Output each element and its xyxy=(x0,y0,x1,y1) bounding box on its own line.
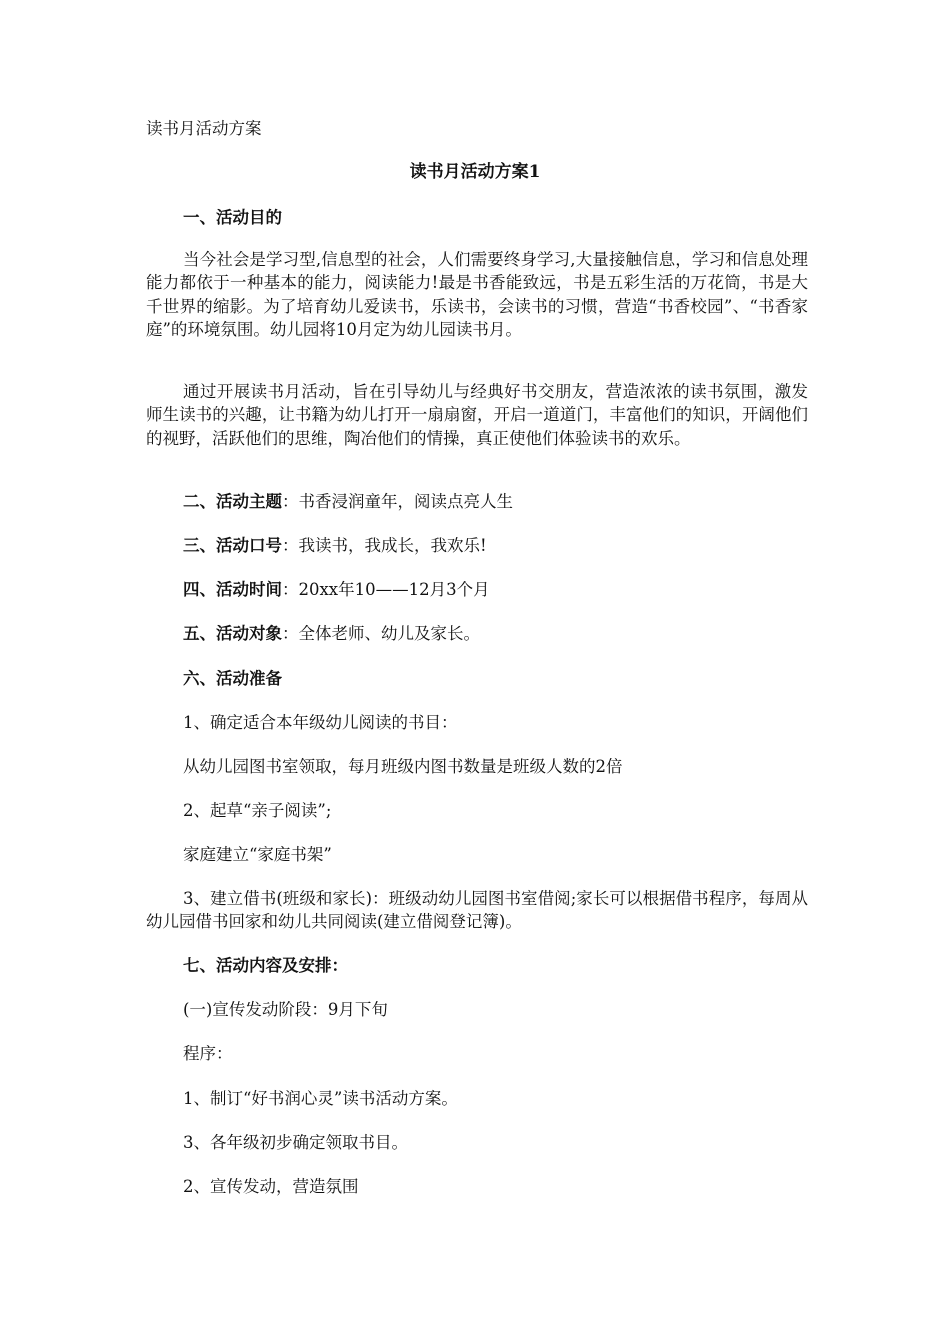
purpose-paragraph-2: 通过开展读书月活动，旨在引导幼儿与经典好书交朋友，营造浓浓的读书氛围，激发师生读书的兴趣，让书籍为幼儿打开一扇扇窗，开启一道道门，丰富他们的知识，开阔他们的视野，活跃他们的思维，陶冶他们的情操，真正使他们体验读书的欢乐。 xyxy=(146,382,808,448)
section-3-slogan xyxy=(183,534,806,557)
document-header: 读书月活动方案 xyxy=(146,119,262,138)
prep-item-2: 2、起草“亲子阅读”; xyxy=(183,801,332,820)
section-2-label: 二、活动主题 xyxy=(183,492,282,511)
section-3-label: 三、活动口号 xyxy=(183,536,282,555)
section-1-heading: 一、活动目的 xyxy=(183,208,282,227)
procedure-step-2: 2、宣传发动，营造氛围 xyxy=(183,1177,359,1196)
section-3-text: ：我读书，我成长，我欢乐! xyxy=(282,536,487,555)
procedure-step-1: 1、制订“好书润心灵”读书活动方案。 xyxy=(183,1089,458,1108)
section-2-theme xyxy=(183,490,806,513)
section-5-label: 五、活动对象 xyxy=(183,624,282,643)
purpose-paragraph-1: 当今社会是学习型,信息型的社会，人们需要终身学习,大量接触信息，学习和信息处理能力都依于一种基本的能力，阅读能力!最是书香能致远，书是五彩生活的万花筒，书是大千世界的缩影。为了培育幼儿爱读书，乐读书，会读书的习惯，营造“书香校园”、“书香家庭”的环境氛围。幼儿园将10月定为幼儿园读书月。 xyxy=(146,250,808,339)
section-6-heading: 六、活动准备 xyxy=(183,669,282,688)
procedure-label: 程序： xyxy=(183,1044,233,1063)
prep-item-3: 3、建立借书(班级和家长)：班级动幼儿园图书室借阅;家长可以根据借书程序，每周从幼儿园借书回家和幼儿共同阅读(建立借阅登记簿)。 xyxy=(146,889,808,932)
section-4-text: ：20xx年10——12月3个月 xyxy=(282,580,490,599)
section-5-text: ：全体老师、幼儿及家长。 xyxy=(282,624,480,643)
procedure-step-3: 3、各年级初步确定领取书目。 xyxy=(183,1133,408,1152)
section-4-time xyxy=(183,578,806,601)
section-5-audience xyxy=(183,622,806,645)
stage-1-heading: (一)宣传发动阶段：9月下旬 xyxy=(183,1000,388,1019)
section-2-text: ：书香浸润童年，阅读点亮人生 xyxy=(282,492,513,511)
prep-item-1: 1、确定适合本年级幼儿阅读的书目： xyxy=(183,713,458,732)
section-7-heading: 七、活动内容及安排： xyxy=(183,956,348,975)
prep-item-2-detail: 家庭建立“家庭书架” xyxy=(183,845,332,864)
document-title: 读书月活动方案1 xyxy=(409,162,541,182)
prep-item-1-detail: 从幼儿园图书室领取，每月班级内图书数量是班级人数的2倍 xyxy=(183,757,623,776)
section-4-label: 四、活动时间 xyxy=(183,580,282,599)
